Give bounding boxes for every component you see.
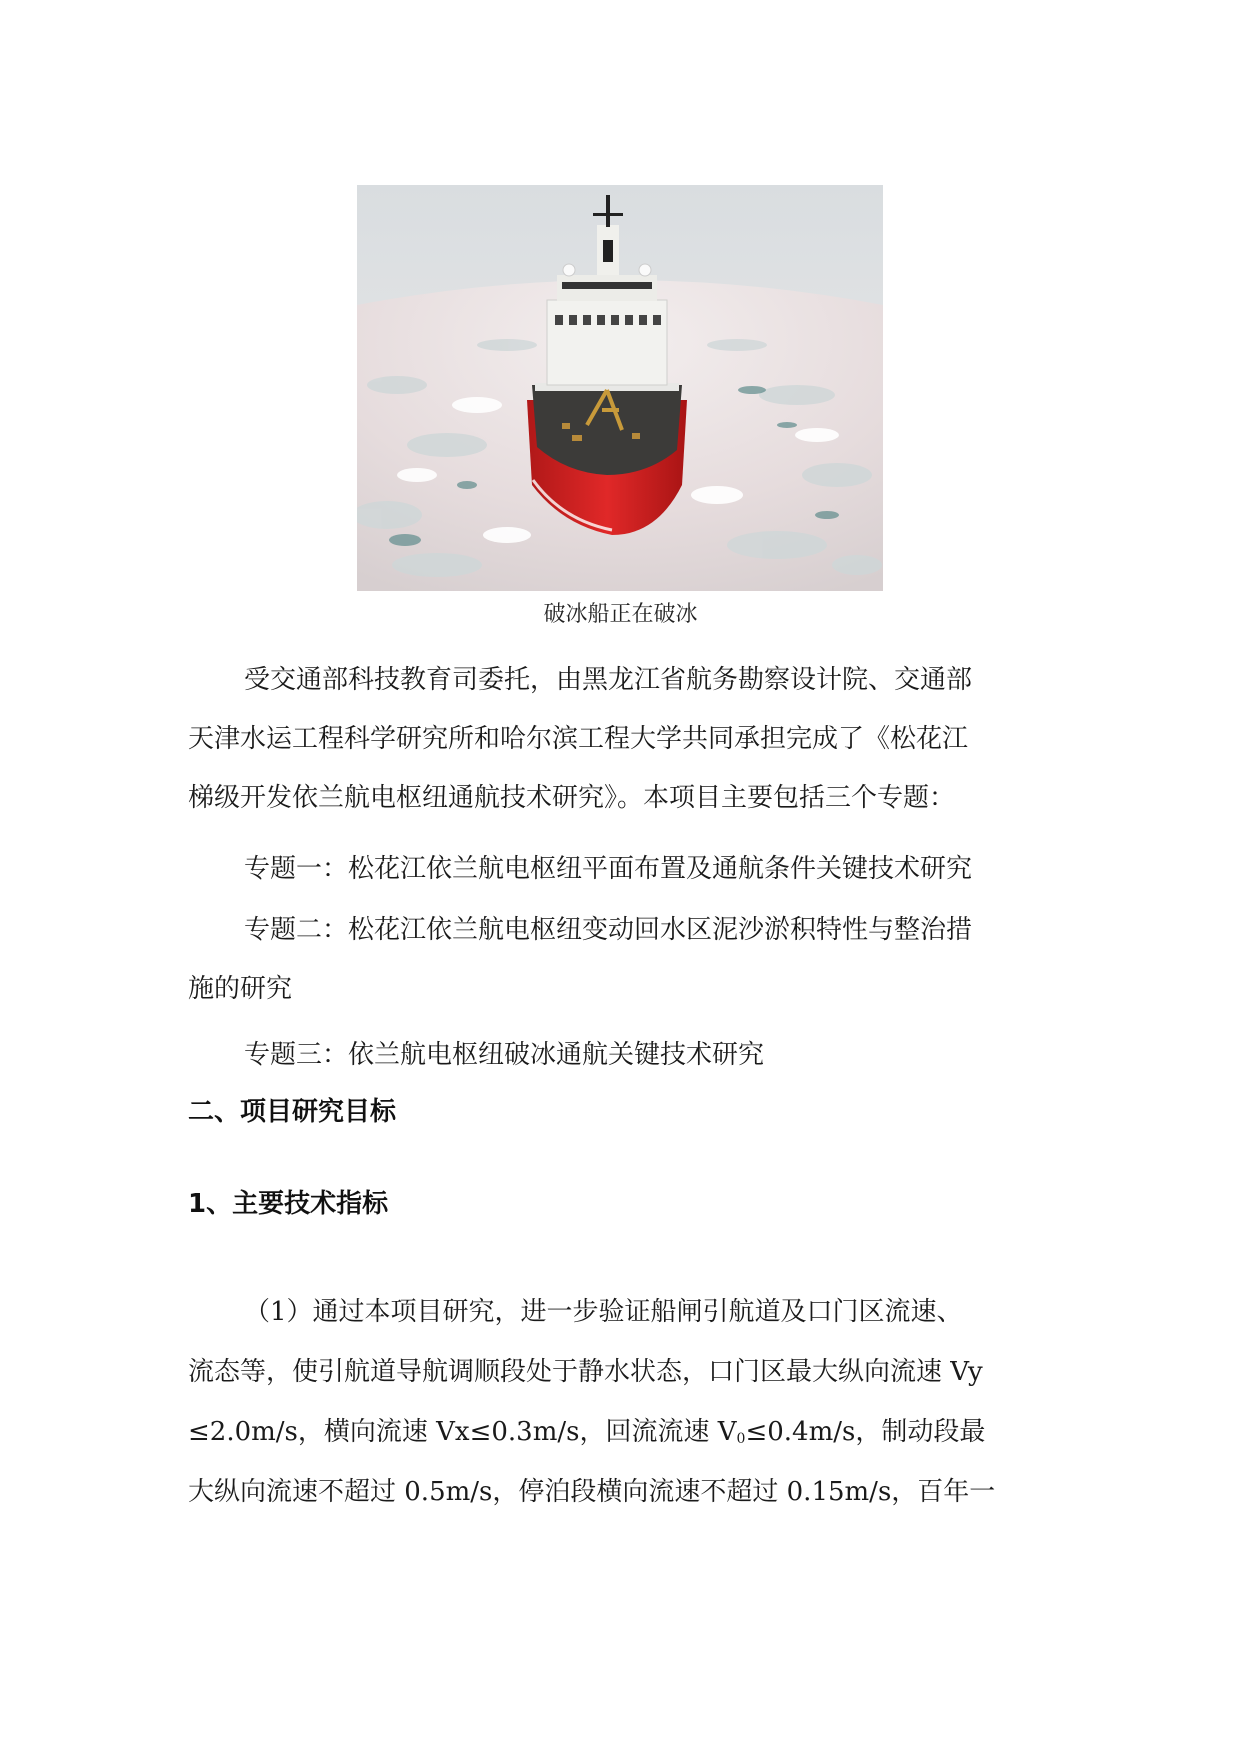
subsection-heading: 1、主要技术指标 [188,1189,389,1219]
intro-line: 梯级开发依兰航电枢纽通航技术研究》。本项目主要包括三个专题： [188,783,956,813]
topic-two [188,901,1056,1019]
intro-line: 受交通部科技教育司委托，由黑龙江省航务勘察设计院、交通部 [244,665,973,695]
indicator-text: ≤2.0m/s，横向流速 Vx≤0.3m/s，回流流速 V [188,1417,737,1447]
intro-paragraph [188,651,1056,828]
indicator-line: 大纵向流速不超过 0.5m/s，停泊段横向流速不超过 0.15m/s，百年一 [188,1477,996,1507]
indicator-line: 流态等，使引航道导航调顺段处于静水状态，口门区最大纵向流速 Vy [188,1357,983,1387]
topic-two-text-line1: 专题二：松花江依兰航电枢纽变动回水区泥沙淤积特性与整治措 [244,915,973,945]
topic-three-text: 专题三：依兰航电枢纽破冰通航关键技术研究 [244,1040,765,1070]
indicator-line: （1）通过本项目研究，进一步验证船闸引航道及口门区流速、 [244,1297,963,1327]
topic-one [188,840,1056,899]
subscript-zero: 0 [736,1431,746,1447]
topic-two-text-line2: 施的研究 [188,974,293,1004]
indicator-paragraph [188,1282,1056,1522]
figure-caption: 破冰船正在破冰 [543,602,698,627]
icebreaker-photo [357,185,883,591]
topic-one-text: 专题一：松花江依兰航电枢纽平面布置及通航条件关键技术研究 [244,854,973,884]
topic-three [188,1026,1056,1085]
intro-line: 天津水运工程科学研究所和哈尔滨工程大学共同承担完成了《松花江 [188,724,969,754]
indicator-text: ≤0.4m/s，制动段最 [745,1417,986,1447]
section-heading: 二、项目研究目标 [188,1097,397,1127]
indicator-line [188,1402,1056,1462]
